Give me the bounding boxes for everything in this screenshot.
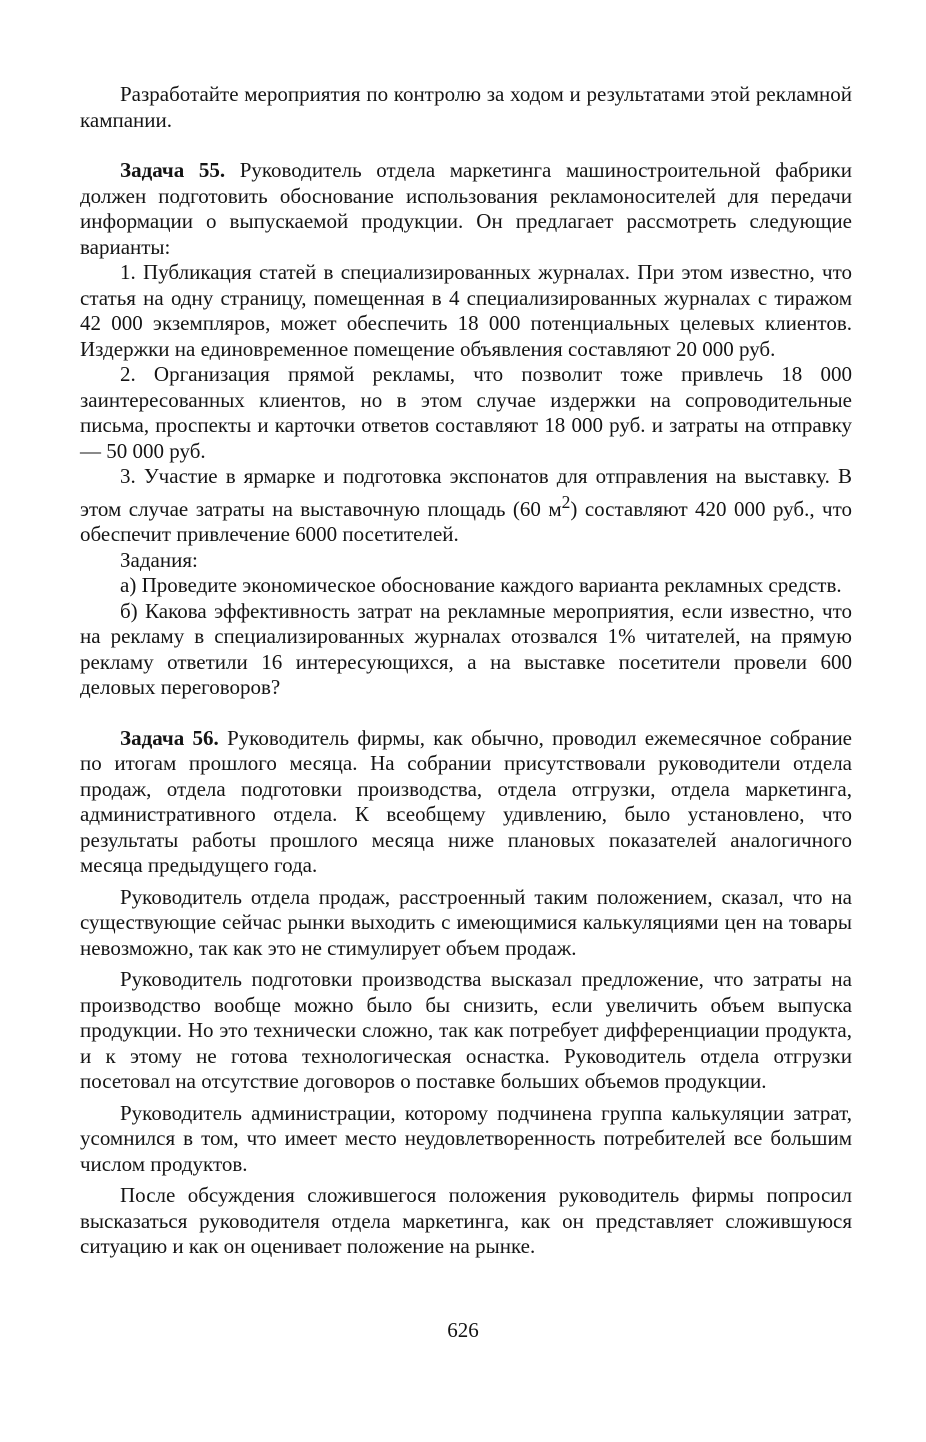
task-55-option-3-end: ) составляют 420 000 руб., что обеспечит привлечение 6000 посетителей. [80, 496, 852, 546]
page-content [80, 82, 852, 1260]
task-56-p1: Руководитель фирмы, как обычно, проводил ежемесячное собрание по итогам прошлого месяца. На собрании присутствовали руководители отдела продаж, отдела подготовки производства, отдела отгрузки, отдела маркетинга, административного отдела. К всеобщему удивлению, было установлено, что результаты работы прошлого месяца ниже плановых показателей аналогичного месяца предыдущего года. [80, 725, 853, 877]
task-55-task-a: а) Проведите экономическое обоснование каждого варианта рекламных средств. [120, 573, 842, 597]
task-56-paragraph-4: Руководитель администрации, которому подчинена группа калькуляции затрат, усомнился в том, что имеет место неудовлетворенность потребителей все большим числом продуктов. [80, 1100, 852, 1176]
square-meter-superscript: 2 [561, 491, 571, 512]
page-number: 626 [447, 1318, 479, 1342]
task-56-title: Задача 56. [120, 725, 219, 750]
task-55-paragraph [80, 158, 852, 260]
task-55-title: Задача 55. [120, 158, 226, 182]
task-55-intro: Руководитель отдела маркетинга машиностроительной фабрики должен подготовить обоснование использования рекламоносителей для передачи информации о выпускаемой продукции. Он предлагает рассмотреть следующие варианты: [80, 158, 852, 259]
task-55-option-3-start: 3. Участие в ярмарке и подготовка экспонатов для отправления на выставку. В этом случае затраты на выставочную площадь (60 м [80, 464, 852, 521]
task-56-paragraph-2: Руководитель отдела продаж, расстроенный таким положением, сказал, что на существующие сейчас рынки выходить с имеющимися калькуляциями цен на товары невозможно, так как это не стимулирует объем продаж. [80, 884, 852, 960]
task-56-paragraph-3: Руководитель подготовки производства высказал предложение, что затраты на производство вообще можно было бы снизить, если увеличить объем выпуска продукции. Но это технически сложно, так как потребует дифференциации продукта, и к этому не готова технологическая оснастка. Руководитель отдела отгрузки посетовал на отсутствие договоров о поставке больших объемов продукции. [80, 967, 852, 1093]
task-56-paragraph [80, 726, 852, 879]
intro-paragraph: Разработайте мероприятия по контролю за ходом и результатами этой рекламной кампании. [80, 82, 852, 132]
task-55-option-3 [80, 464, 852, 548]
task-55-option-1: 1. Публикация статей в специализированных журналах. При этом известно, что статья на одну страницу, помещенная в 4 специализированных журналах с тиражом 42 000 экземпляров, может обеспечить 18 000 потенциальных целевых клиентов. Издержки на единовременное помещение объявления составляют 20 000 руб. [80, 260, 852, 361]
task-55-task-b: б) Какова эффективность затрат на рекламные мероприятия, если известно, что на рекламу в специализированных журналах отозвался 1% читателей, на прямую рекламу ответили 16 интересующихся, а на выставке посетители провели 600 деловых переговоров? [80, 598, 852, 699]
task-55-tasks-label: Задания: [120, 547, 198, 572]
task-55-option-2: 2. Организация прямой рекламы, что позволит тоже привлечь 18 000 заинтересованных клиентов, но в этом случае издержки на сопроводительные письма, проспекты и карточки ответов составляют 18 000 руб. и затраты на отправку — 50 000 руб. [80, 362, 852, 463]
task-56-paragraph-5: После обсуждения сложившегося положения руководитель фирмы попросил высказаться руководителя отдела маркетинга, как он представляет сложившуюся ситуацию и как он оценивает положение на рынке. [80, 1183, 852, 1258]
